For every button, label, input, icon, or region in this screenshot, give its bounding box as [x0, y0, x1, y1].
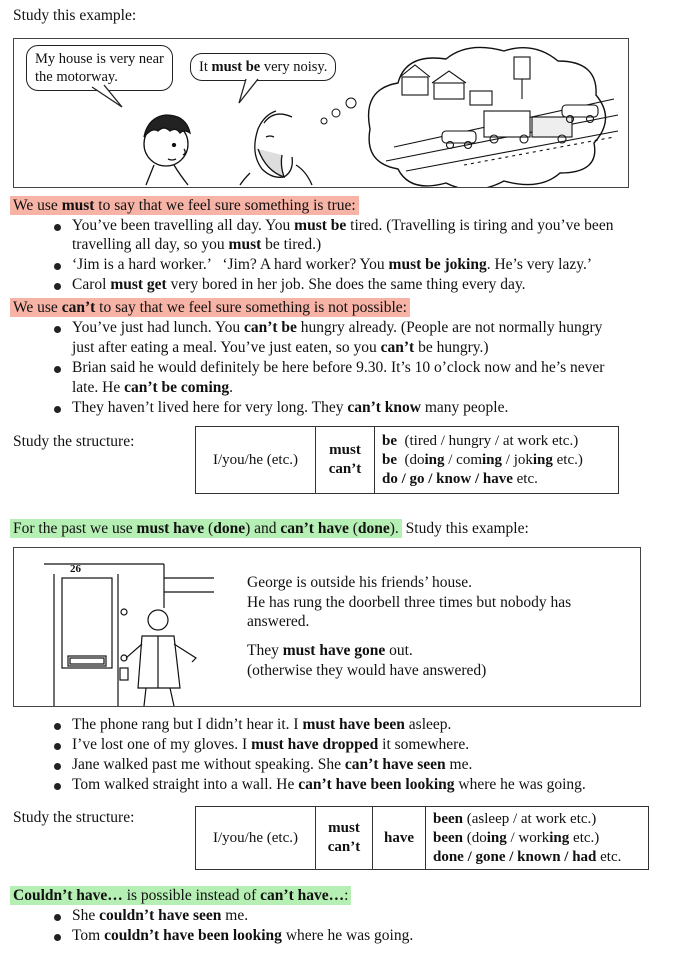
bullet-icon: [54, 763, 61, 770]
text-segment: ing: [482, 451, 503, 468]
text-segment: For the past we use: [13, 520, 137, 537]
text-segment: Jane walked past me without speaking. She: [72, 756, 345, 773]
cant-heading: [10, 298, 410, 318]
text-segment: (: [204, 520, 214, 537]
man-at-door-illustration: [14, 548, 244, 706]
text-segment: can’t: [328, 461, 362, 477]
list-item: [72, 775, 586, 795]
text-segment: / jok: [502, 451, 533, 468]
text-segment: (tired / hungry / at work etc.): [397, 432, 579, 449]
participle-cell: [426, 807, 649, 870]
text-segment: out.: [385, 642, 413, 659]
text-segment: very bored in her job. She does the same thing every day.: [166, 276, 526, 293]
couldnt-heading: [10, 886, 351, 906]
example-text: He has rung the doorbell three times but nobody has: [247, 594, 572, 611]
text-segment: many people.: [420, 399, 509, 416]
text-segment: They: [247, 642, 283, 659]
example-door-box: [13, 547, 641, 707]
text-segment: can’t: [327, 839, 361, 855]
past-heading: [10, 519, 529, 539]
list-item: [72, 755, 472, 775]
text-segment: must have been: [302, 716, 405, 733]
intro-text: Study this example:: [13, 7, 137, 24]
text-segment: must get: [110, 276, 167, 293]
bullet-icon: [54, 326, 61, 333]
subject-cell: I/you/he (etc.): [196, 427, 316, 494]
text-segment: tired. (Travelling is tiring and you’ve been: [346, 217, 614, 234]
text-segment: must: [228, 236, 262, 253]
bubble-text: It: [199, 59, 212, 75]
text-segment: must be: [294, 217, 347, 234]
verb-cell: [375, 427, 619, 494]
door-number: 26: [70, 563, 81, 575]
list-item: Brian said he would definitely be here before 9.30. It’s 10 o’clock now and he’s never: [72, 359, 605, 376]
bubble-line: the motorway.: [35, 69, 118, 85]
text-segment: can’t have: [280, 520, 349, 537]
text-segment: couldn’t have been looking: [104, 927, 282, 944]
text-segment: Tom walked straight into a wall. He: [72, 776, 299, 793]
list-item: [72, 398, 508, 418]
text-segment: can’t have…: [260, 887, 345, 904]
text-segment: (: [348, 520, 358, 537]
text-segment: etc.: [512, 470, 538, 487]
text-segment: / work: [506, 829, 550, 846]
text-segment: where he was going.: [454, 776, 586, 793]
bullet-icon: [54, 406, 61, 413]
bullet-icon: [54, 224, 61, 231]
text-segment: where he was going.: [281, 927, 414, 944]
text-segment: been: [433, 810, 463, 827]
list-item-continuation: [72, 235, 321, 255]
bullet-icon: [54, 263, 61, 270]
list-item: [72, 318, 602, 338]
structure-label: Study the structure:: [13, 809, 135, 826]
text-segment: Carol: [72, 276, 111, 293]
text-segment: do / go / know / have: [382, 470, 513, 487]
list-item: [72, 216, 613, 236]
text-segment: The phone rang but I didn’t hear it. I: [72, 716, 303, 733]
text-segment: can’t have been looking: [298, 776, 455, 793]
text-segment: travelling all day, so you: [72, 236, 229, 253]
text-segment: You’ve just had lunch. You: [72, 319, 244, 336]
text-segment: ing: [486, 829, 507, 846]
list-item: [72, 255, 592, 275]
text-segment: done: [213, 520, 246, 537]
text-segment: hungry already. (People are not normally hungry: [296, 319, 603, 336]
list-item: [72, 735, 469, 755]
text-segment: can’t know: [347, 399, 421, 416]
text-segment: . He’s very lazy.’: [486, 256, 593, 273]
list-item-continuation: [72, 338, 489, 358]
text-segment: ).: [389, 520, 399, 537]
text-segment: ing: [424, 451, 445, 468]
text-segment: just after eating a meal. You’ve just eaten, so you: [72, 339, 381, 356]
text-segment: be: [382, 451, 397, 468]
list-item-continuation: [72, 378, 233, 398]
text-segment: can’t be coming: [124, 379, 230, 396]
bullet-icon: [54, 283, 61, 290]
text-segment: .: [229, 379, 233, 396]
text-segment: I’ve lost one of my gloves. I: [72, 736, 252, 753]
text-segment: can’t have seen: [344, 756, 446, 773]
text-segment: ) and: [245, 520, 281, 537]
text-segment: :: [344, 887, 349, 904]
text-segment: be: [382, 432, 397, 449]
must-heading: [10, 196, 359, 216]
text-segment: done / gone / known / had: [433, 848, 597, 865]
text-segment: ing: [549, 829, 570, 846]
text-segment: etc.): [552, 451, 583, 468]
text-segment: late. He: [72, 379, 125, 396]
text-segment: done: [357, 520, 390, 537]
bullet-icon: [54, 723, 61, 730]
text-segment: Study this example:: [401, 520, 529, 537]
have-cell: have: [373, 807, 426, 870]
heading-text: to say that we feel sure something is true:: [94, 197, 356, 214]
bullet-icon: [54, 743, 61, 750]
bubble-line: My house is very near: [35, 51, 164, 67]
text-segment: must: [329, 442, 361, 458]
heading-bold: must: [61, 197, 95, 214]
text-segment: They haven’t lived here for very long. They: [72, 399, 348, 416]
bullet-icon: [54, 366, 61, 373]
list-item: [72, 275, 526, 295]
text-segment: (do: [463, 829, 487, 846]
text-segment: You’ve been travelling all day. You: [72, 217, 295, 234]
list-item: [72, 906, 248, 926]
text-segment: me.: [221, 907, 249, 924]
text-segment: is possible instead of: [122, 887, 261, 904]
text-segment: couldn’t have seen: [99, 907, 222, 924]
bearded-man-icon: [240, 111, 312, 185]
text-segment: me.: [445, 756, 473, 773]
text-segment: Couldn’t have…: [13, 887, 123, 904]
bullet-icon: [54, 783, 61, 790]
text-segment: etc.: [596, 848, 622, 865]
text-segment: (asleep / at work etc.): [463, 810, 597, 827]
example-text: George is outside his friends’ house.: [247, 574, 472, 591]
text-segment: been: [433, 829, 463, 846]
text-segment: / com: [444, 451, 483, 468]
people-motorway-illustration: [14, 39, 628, 187]
text-segment: it somewhere.: [378, 736, 470, 753]
text-segment: can’t be: [243, 319, 297, 336]
text-segment: must be joking: [388, 256, 487, 273]
bubble-bold: must be: [211, 59, 261, 75]
text-segment: asleep.: [404, 716, 452, 733]
structure-table-past: [195, 806, 649, 870]
text-segment: must: [328, 820, 360, 836]
text-segment: (do: [397, 451, 425, 468]
structure-table-present: [195, 426, 619, 494]
heading-text: We use: [13, 197, 62, 214]
heading-text: to say that we feel sure something is not possible:: [95, 299, 407, 316]
text-segment: must have gone: [282, 642, 386, 659]
text-segment: ing: [532, 451, 553, 468]
text-segment: must have: [136, 520, 205, 537]
list-item: [72, 715, 451, 735]
example-text: [247, 641, 413, 661]
modal-cell: [316, 807, 373, 870]
bullet-icon: [54, 914, 61, 921]
subject-cell: I/you/he (etc.): [196, 807, 316, 870]
text-segment: Tom: [72, 927, 105, 944]
heading-text: We use: [13, 299, 62, 316]
text-segment: can’t: [380, 339, 415, 356]
text-segment: She: [72, 907, 100, 924]
heading-bold: can’t: [61, 299, 96, 316]
bullet-icon: [54, 934, 61, 941]
text-segment: etc.): [569, 829, 600, 846]
text-segment: be hungry.): [414, 339, 489, 356]
example-text: answered.: [247, 613, 310, 630]
example-illustration-box: [13, 38, 629, 188]
bubble-text: very noisy.: [260, 59, 328, 75]
example-text: (otherwise they would have answered): [247, 662, 487, 679]
structure-label: Study the structure:: [13, 433, 135, 450]
modal-cell: [316, 427, 375, 494]
text-segment: be tired.): [261, 236, 322, 253]
text-segment: must have dropped: [251, 736, 379, 753]
list-item: [72, 926, 413, 946]
curly-haired-man-icon: [144, 115, 190, 185]
text-segment: ‘Jim is a hard worker.’ ‘Jim? A hard worker? You: [72, 256, 389, 273]
